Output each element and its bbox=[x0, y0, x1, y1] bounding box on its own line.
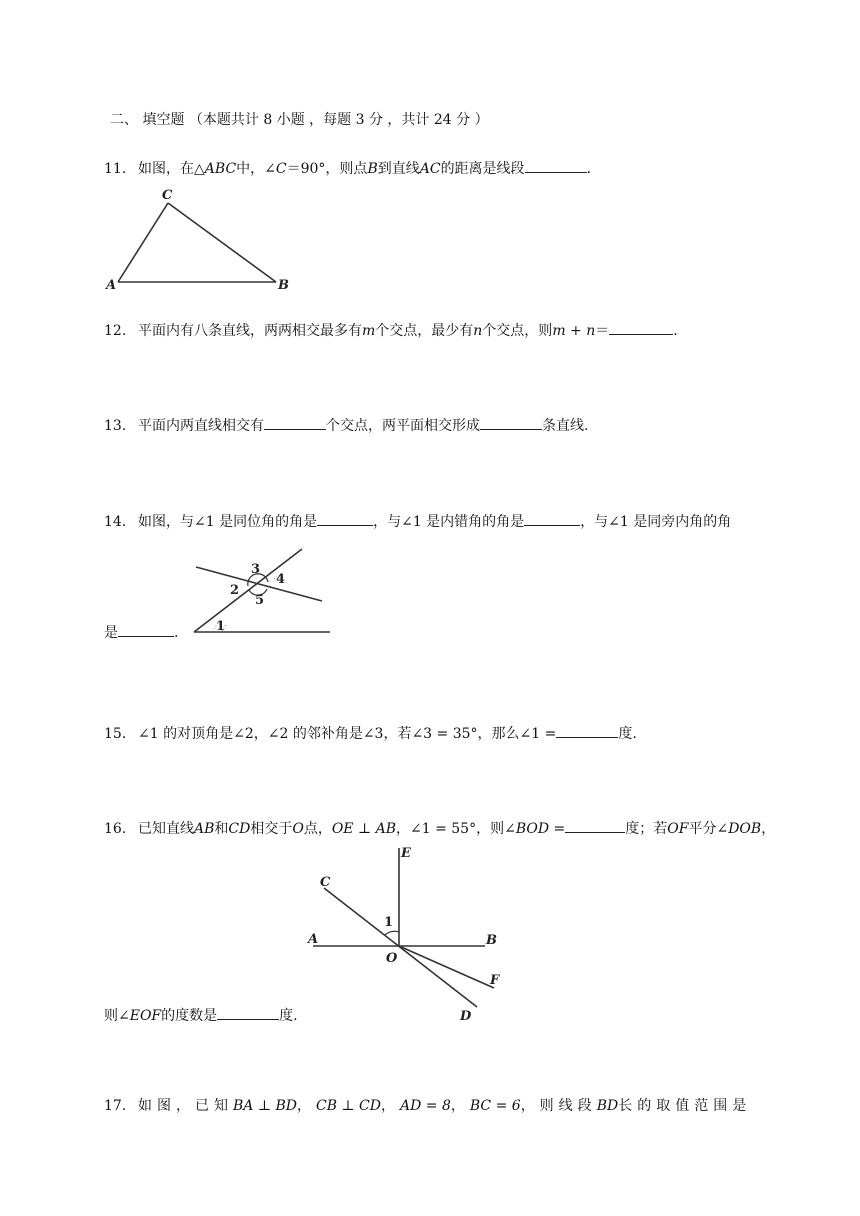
question-number: 13. bbox=[104, 418, 127, 434]
point-c-label: C bbox=[320, 875, 331, 890]
question-12: 12. 平面内有八条直线，两两相交最多有m个交点，最少有n个交点，则m + n＝ . bbox=[104, 320, 678, 341]
vertex-b-label: B bbox=[278, 278, 289, 293]
answer-blank[interactable] bbox=[264, 415, 326, 430]
point-b-label: B bbox=[486, 933, 497, 948]
answer-blank[interactable] bbox=[525, 158, 587, 173]
angle-4-label: 4 bbox=[276, 572, 286, 587]
question-13: 13. 平面内两直线相交有 个交点，两平面相交形成 条直线. bbox=[104, 415, 588, 436]
question-16: 16. 已知直线AB和CD相交于O点，OE ⊥ AB，∠1 = 55°，则∠BOD = 度；若OF平分∠DOB， bbox=[104, 818, 775, 839]
answer-blank[interactable] bbox=[556, 723, 618, 738]
answer-blank[interactable] bbox=[565, 818, 625, 833]
angles-figure bbox=[190, 545, 340, 640]
point-o-label: O bbox=[386, 951, 398, 966]
question-17: 17. 如图，已知BA ⊥ BD，CB ⊥ CD，AD = 8，BC = 6，则线段BD长的取值范围是 bbox=[104, 1098, 752, 1114]
point-a-label: A bbox=[308, 932, 319, 947]
answer-blank[interactable] bbox=[118, 622, 174, 637]
question-15: 15. ∠1 的对顶角是∠2，∠2 的邻补角是∠3，若∠3 = 35°，那么∠1 = 度. bbox=[104, 723, 637, 744]
question-14: 14. 如图，与∠1 是同位角的角是 ，与∠1 是内错角的角是 ，与∠1 是同旁内角的角 bbox=[104, 511, 731, 532]
point-d-label: D bbox=[460, 1009, 472, 1024]
intersecting-lines-figure bbox=[300, 840, 520, 1025]
question-16-line2: 则∠EOF的度数是 度. bbox=[104, 1005, 298, 1026]
answer-blank[interactable] bbox=[317, 511, 373, 526]
question-number: 14. bbox=[104, 514, 127, 530]
answer-blank[interactable] bbox=[217, 1005, 279, 1020]
question-number: 12. bbox=[104, 323, 127, 339]
question-number: 15. bbox=[104, 726, 127, 742]
angle-3-label: 3 bbox=[251, 562, 261, 577]
answer-blank[interactable] bbox=[524, 511, 580, 526]
question-number: 17. bbox=[104, 1098, 127, 1114]
angle-5-label: 5 bbox=[255, 593, 265, 608]
point-e-label: E bbox=[401, 846, 411, 861]
question-number: 16. bbox=[104, 821, 127, 837]
angle-1-label: 1 bbox=[384, 915, 394, 930]
question-11: 11. 如图，在△ABC中，∠C＝90°，则点B到直线AC的距离是线段 . bbox=[104, 158, 591, 179]
question-number: 11. bbox=[104, 161, 127, 177]
answer-blank[interactable] bbox=[480, 415, 542, 430]
angle-1-label: 1 bbox=[216, 619, 226, 634]
angle-2-label: 2 bbox=[230, 583, 240, 598]
question-14-line2: 是 . bbox=[104, 622, 178, 643]
triangle-figure bbox=[100, 185, 300, 295]
section-header: 二、 填空题 （本题共计 8 小题 ，每题 3 分 ，共计 24 分 ） bbox=[110, 112, 489, 128]
answer-blank[interactable] bbox=[609, 320, 673, 335]
point-f-label: F bbox=[490, 973, 500, 988]
vertex-c-label: C bbox=[162, 188, 173, 203]
vertex-a-label: A bbox=[106, 278, 117, 293]
